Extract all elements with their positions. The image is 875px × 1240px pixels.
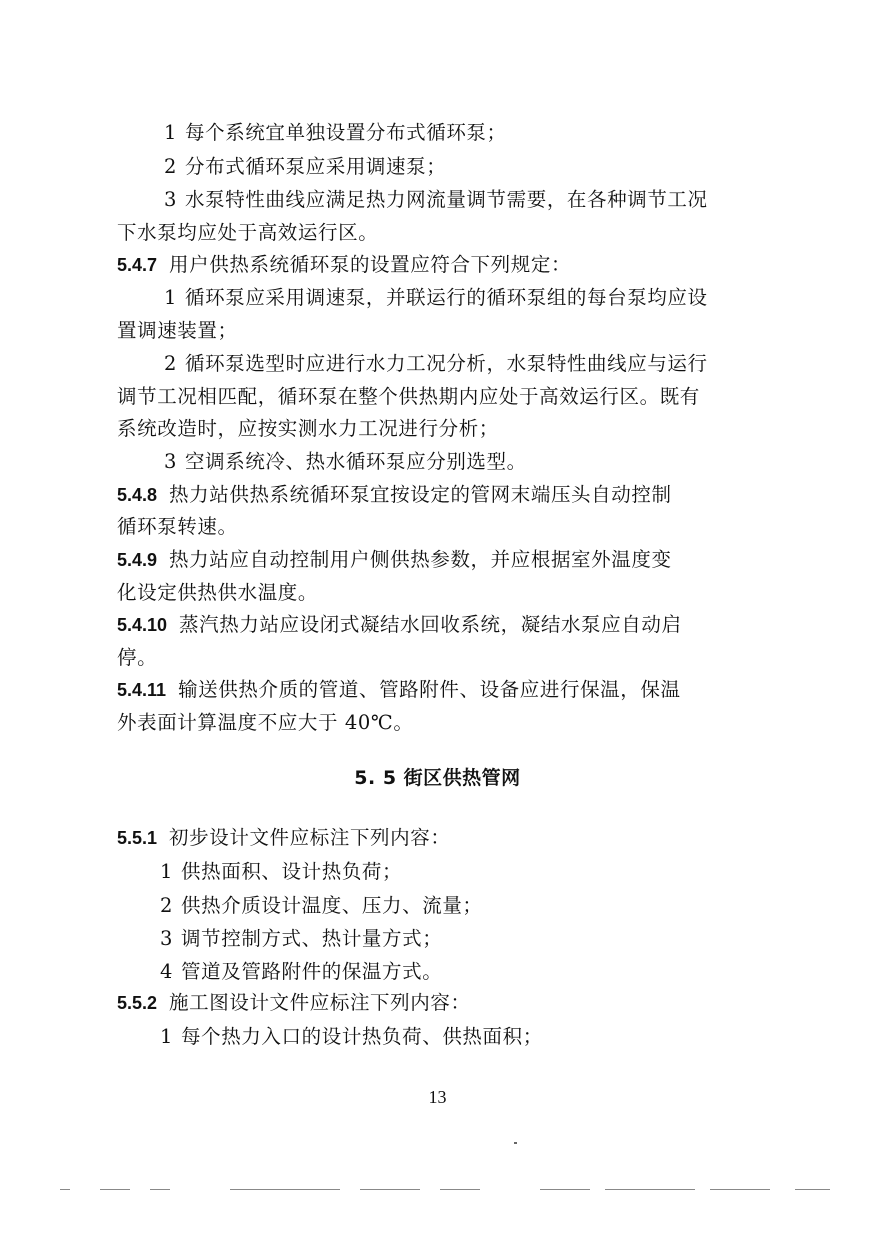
item-text: 调节工况相匹配，循环泵在整个供热期内应处于高效运行区。既有 [117,385,700,408]
continuation-line [117,314,238,348]
list-item [160,889,483,923]
item-text: 水泵特性曲线应满足热力网流量调节需要，在各种调节工况 [185,188,708,211]
clause-number: 5.4.7 [117,255,158,275]
item-text: 管道及管路附件的保温方式。 [181,960,443,983]
continuation-line [117,510,238,544]
item-text: 系统改造时，应按实测水力工况进行分析； [117,417,499,440]
page-number: 13 [428,1087,447,1107]
clause-text: 热力站供热系统循环泵宜按设定的管网末端压头自动控制 [169,483,672,506]
item-number: 3 [164,450,178,473]
clause-number: 5.4.11 [117,680,167,700]
clause-number: 5.4.9 [117,550,158,570]
list-item [164,445,527,479]
clause-text: 施工图设计文件应标注下列内容： [169,991,471,1014]
item-text: 每个热力入口的设计热负荷、供热面积； [181,1025,543,1048]
item-text: 置调速装置； [117,319,238,342]
item-text: 化设定供热供水温度。 [117,581,319,604]
clause-5-4-7 [117,248,571,282]
item-number: 2 [160,894,174,917]
item-text: 下水泵均应处于高效运行区。 [117,221,379,244]
continuation-line [117,641,157,675]
clause-5-4-8 [117,478,672,512]
continuation-line [117,216,378,250]
scan-speck [514,1142,517,1144]
clause-5-5-2 [117,986,471,1020]
clause-text: 输送供热介质的管道、管路附件、设备应进行保温，保温 [178,678,681,701]
section-title: 5. 5 街区供热管网 [354,767,521,789]
list-item [164,116,507,150]
item-number: 3 [160,927,174,950]
item-number: 2 [164,155,178,178]
clause-number: 5.4.10 [117,615,168,635]
scan-artifact-line [60,1189,830,1192]
clause-text: 热力站应自动控制用户侧供热参数，并应根据室外温度变 [169,548,672,571]
item-text: 循环泵选型时应进行水力工况分析，水泵特性曲线应与运行 [185,352,708,375]
item-text: 循环泵转速。 [117,515,238,538]
clause-text: 用户供热系统循环泵的设置应符合下列规定： [169,253,572,276]
item-text: 空调系统冷、热水循环泵应分别选型。 [185,450,527,473]
continuation-line [117,706,413,740]
item-number: 1 [160,860,174,883]
clause-number: 5.5.1 [117,828,158,848]
list-item [164,150,446,184]
clause-text: 蒸汽热力站应设闭式凝结水回收系统，凝结水泵应自动启 [179,613,682,636]
item-number: 1 [160,1025,174,1048]
list-item [160,955,442,989]
item-text: 外表面计算温度不应大于 40℃。 [117,711,414,734]
list-item [164,183,708,217]
clause-5-4-10 [117,608,682,642]
item-number: 3 [164,188,178,211]
item-number: 1 [164,286,178,309]
clause-text: 初步设计文件应标注下列内容： [169,826,451,849]
continuation-line [117,576,318,610]
clause-number: 5.4.8 [117,485,158,505]
item-number: 2 [164,352,178,375]
item-text: 停。 [117,646,158,669]
item-text: 分布式循环泵应采用调速泵； [185,155,447,178]
list-item [160,855,402,889]
item-text: 供热介质设计温度、压力、流量； [181,894,483,917]
continuation-line [117,380,700,414]
clause-5-4-11 [117,673,681,707]
continuation-line [117,412,499,446]
list-item [164,347,708,381]
list-item [160,1020,543,1054]
clause-5-4-9 [117,543,672,577]
list-item [160,922,442,956]
clause-number: 5.5.2 [117,993,158,1013]
item-number: 1 [164,121,178,144]
item-number: 4 [160,960,174,983]
item-text: 调节控制方式、热计量方式； [181,927,443,950]
item-text: 每个系统宜单独设置分布式循环泵； [185,121,507,144]
item-text: 供热面积、设计热负荷； [181,860,403,883]
item-text: 循环泵应采用调速泵，并联运行的循环泵组的每台泵均应设 [185,286,708,309]
clause-5-5-1 [117,821,450,855]
list-item [164,281,708,315]
